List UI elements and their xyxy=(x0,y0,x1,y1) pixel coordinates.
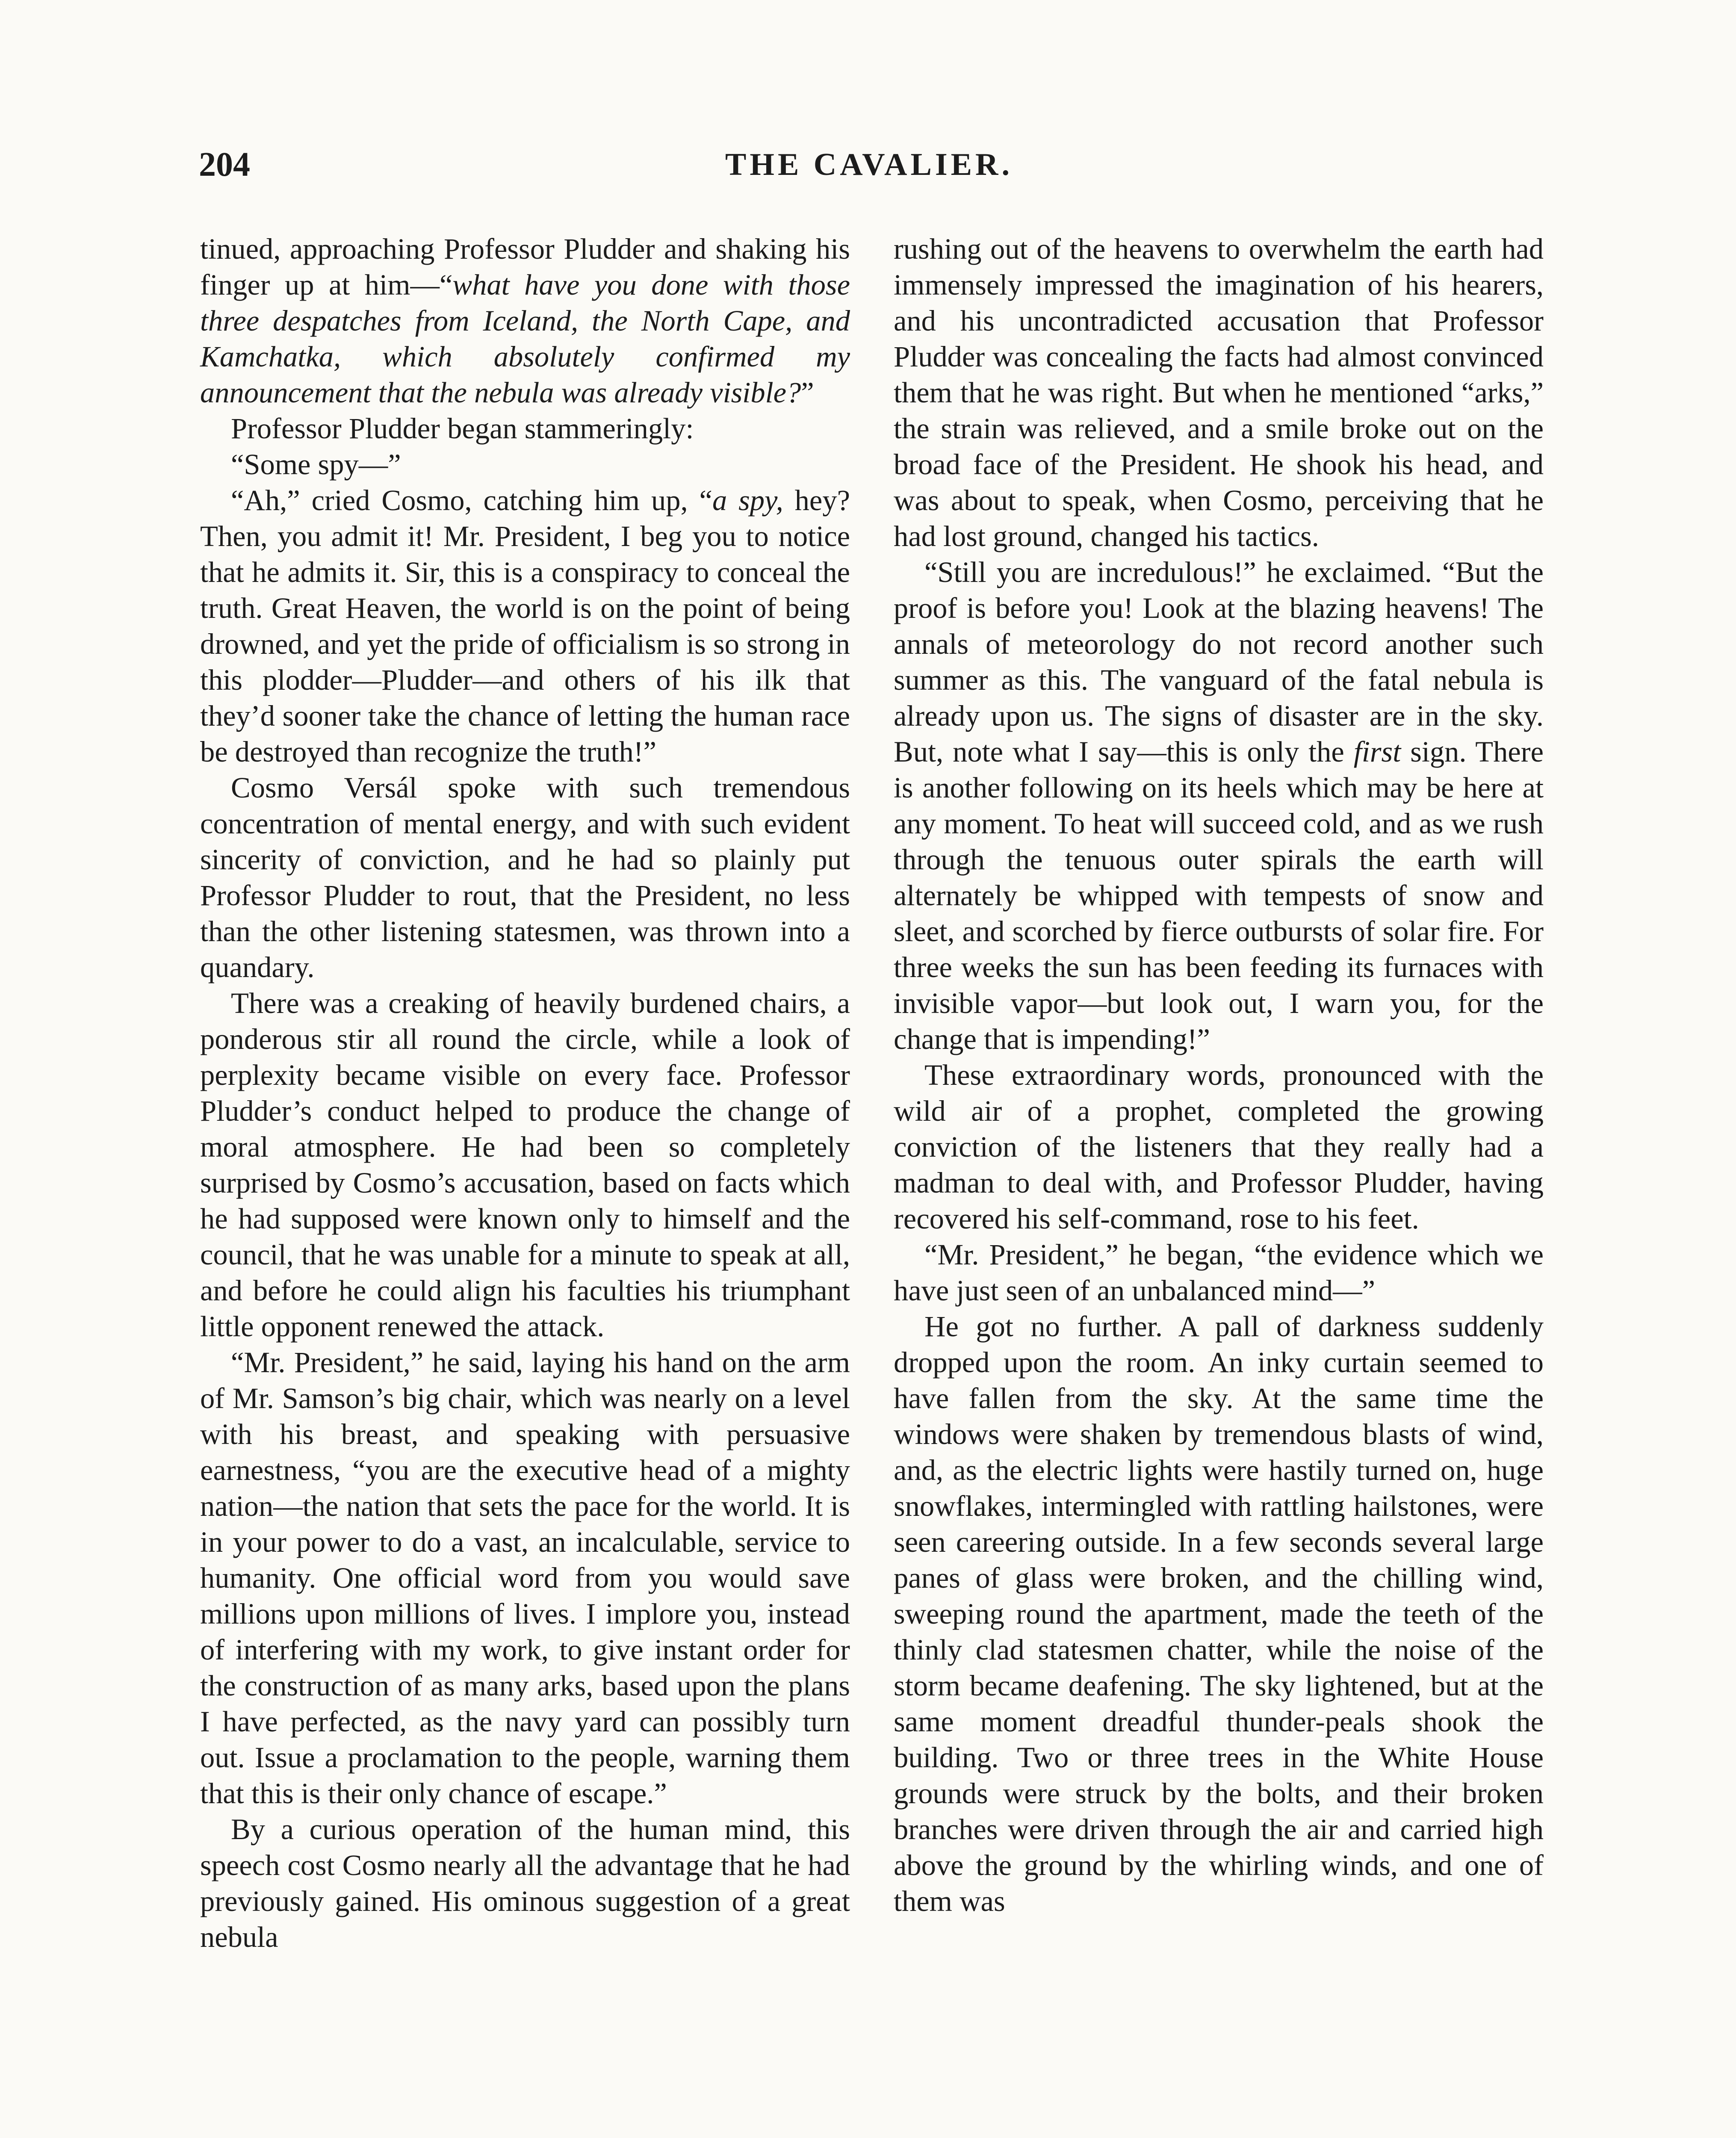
running-title: THE CAVALIER. xyxy=(725,147,1013,182)
paragraph: “Ah,” cried Cosmo, catching him up, “a spy, hey? Then, you admit it! Mr. President, I beg you to notice that he admits it. Sir, this is a conspiracy to conceal the truth. Great Heaven, the world is on the point of being drowned, and yet the pride of officialism is so strong in this plodder—Pludder—and others of his ilk that they’d sooner take the chance of letting the human race be destroyed than recognize the truth!” xyxy=(200,484,850,768)
paragraph: “Mr. President,” he said, laying his hand on the arm of Mr. Samson’s big chair, which was nearly on a level with his breast, and speaking with persuasive earnestness, “you are the executive head of a mighty nation—the nation that sets the pace for the world. It is in your power to do a vast, an incalculable, service to humanity. One official word from you would save millions upon millions of lives. I implore you, instead of interfering with my work, to give instant order for the construction of as many arks, based upon the plans I have perfected, as the navy yard can possibly turn out. Issue a proclamation to the people, warning them that this is their only chance of escape.” xyxy=(200,1346,850,1810)
italic-word: first xyxy=(1353,735,1401,768)
paragraph: “Some spy—” xyxy=(231,448,401,481)
italic-quote: what have you done with those three despatches from Iceland, the North Cape, and Kamchatka, which absolutely confirmed my announcement that the nebula was already visible? xyxy=(200,269,850,409)
italic-phrase: a spy, xyxy=(712,484,783,517)
paragraph: rushing out of the heavens to overwhelm the earth had immensely impressed the imagination of his hearers, and his uncontradicted accusation that Professor Pludder was concealing the facts had almost convinced them that he was right. But when he mentioned “arks,” the strain was relieved, and a smile broke out on the broad face of the President. He shook his head, and was about to speak, when Cosmo, perceiving that he had lost ground, changed his tactics. xyxy=(894,233,1544,552)
left-column xyxy=(200,231,850,1955)
paragraph: He got no further. A pall of darkness suddenly dropped upon the room. An inky curtain seemed to have fallen from the sky. At the same time the windows were shaken by tremendous blasts of wind, and, as the electric lights were hastily turned on, huge snowflakes, intermingled with rattling hailstones, were seen careering outside. In a few seconds several large panes of glass were broken, and the chilling wind, sweeping round the apartment, made the teeth of the thinly clad statesmen chatter, while the noise of the storm became deafening. The sky lightened, but at the same moment dreadful thunder-peals shook the building. Two or three trees in the White House grounds were struck by the bolts, and their broken branches were driven through the air and carried high above the ground by the whirling winds, and one of them was xyxy=(894,1310,1544,1917)
paragraph: By a curious operation of the human mind, this speech cost Cosmo nearly all the advantage that he had previously gained. His ominous suggestion of a great nebula xyxy=(200,1813,850,1953)
paragraph: These extraordinary words, pronounced with the wild air of a prophet, completed the growing conviction of the listeners that they really had a madman to deal with, and Professor Pludder, having recovered his self-command, rose to his feet. xyxy=(894,1059,1544,1235)
paragraph: tinued, approaching Professor Pludder and shaking his finger up at him—“what have you done with those three despatches from Iceland, the North Cape, and Kamchatka, which absolutely confirmed my announcement that the nebula was already visible?” xyxy=(200,233,850,409)
page-number: 204 xyxy=(199,146,250,183)
paragraph: “Still you are incredulous!” he exclaimed. “But the proof is before you! Look at the blazing heavens! The annals of meteorology do not record another such summer as this. The vanguard of the fatal nebula is already upon us. The signs of disaster are in the sky. But, note what I say—this is only the first sign. There is another following on its heels which may be here at any moment. To heat will succeed cold, and as we rush through the tenuous outer spirals the earth will alternately be whipped with tempests of snow and sleet, and scorched by fierce outbursts of solar fire. For three weeks the sun has been feeding its furnaces with invisible vapor—but look out, I warn you, for the change that is impending!” xyxy=(894,556,1544,1055)
paragraph: “Mr. President,” he began, “the evidence which we have just seen of an unbalanced mind—” xyxy=(894,1238,1544,1307)
page-header xyxy=(199,141,1539,197)
paragraph: Cosmo Versál spoke with such tremendous concentration of mental energy, and with such evident sincerity of conviction, and he had so plainly put Professor Pludder to rout, that the President, no less than the other listening statesmen, was thrown into a quandary. xyxy=(200,771,850,983)
right-column xyxy=(894,231,1544,1919)
paragraph: There was a creaking of heavily burdened chairs, a ponderous stir all round the circle, while a look of perplexity became visible on every face. Professor Pludder’s conduct helped to produce the change of moral atmosphere. He had been so completely surprised by Cosmo’s accusation, based on facts which he had supposed were known only to himself and the council, that he was unable for a minute to speak at all, and before he could align his faculties his triumphant little opponent renewed the attack. xyxy=(200,987,850,1343)
paragraph: Professor Pludder began stammeringly: xyxy=(231,412,694,445)
